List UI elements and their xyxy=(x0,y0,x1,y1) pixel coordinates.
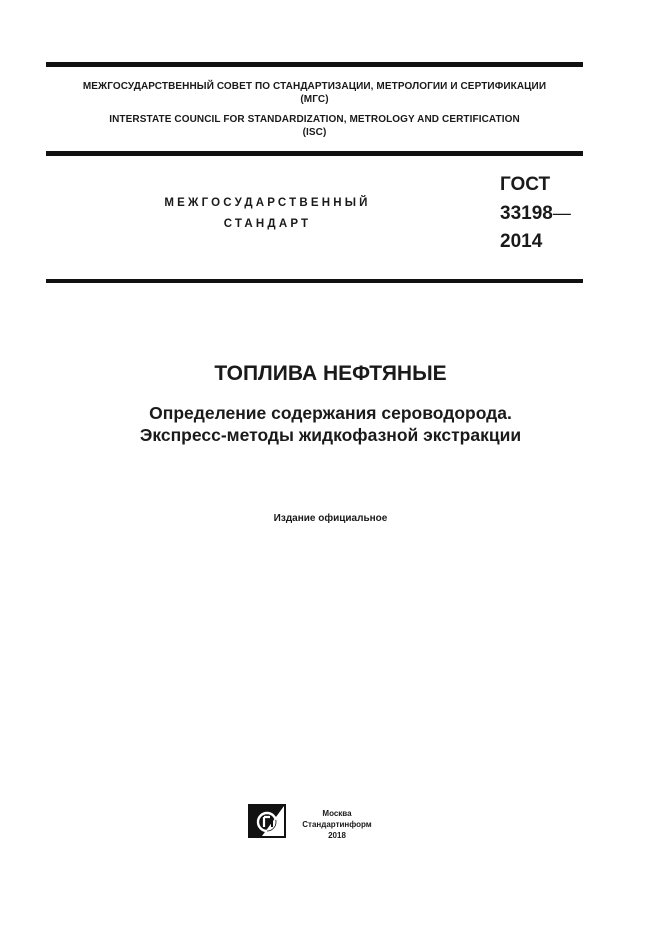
document-subtitle xyxy=(0,402,661,446)
middle-rule xyxy=(46,151,583,156)
gost-prefix: ГОСТ xyxy=(500,174,551,195)
gost-designation xyxy=(500,171,571,256)
top-rule xyxy=(46,62,583,67)
council-ru xyxy=(46,80,583,106)
gost-dash: — xyxy=(552,203,571,223)
document-subtitle-line2: Экспресс-методы жидкофазной экстракции xyxy=(139,425,522,445)
council-en-abbr: (ISC) xyxy=(302,127,327,138)
standartinform-logo-icon xyxy=(248,804,286,838)
document-title: ТОПЛИВА НЕФТЯНЫЕ xyxy=(214,362,447,385)
publisher-name: Стандартинформ xyxy=(302,820,372,829)
publisher-year: 2018 xyxy=(328,831,346,840)
edition-label: Издание официальное xyxy=(273,513,388,524)
council-en-line: INTERSTATE COUNCIL FOR STANDARDIZATION, METROLOGY AND CERTIFICATION xyxy=(109,114,520,125)
council-ru-abbr: (МГС) xyxy=(300,94,329,105)
council-ru-line: МЕЖГОСУДАРСТВЕННЫЙ СОВЕТ ПО СТАНДАРТИЗАЦИИ, МЕТРОЛОГИИ И СЕРТИФИКАЦИИ xyxy=(82,81,547,92)
standard-type-line1: МЕЖГОСУДАРСТВЕННЫЙ xyxy=(164,197,371,209)
gost-number: 33198 xyxy=(500,203,553,224)
standard-type-line2: СТАНДАРТ xyxy=(223,218,312,230)
bottom-rule xyxy=(46,279,583,283)
publisher-city: Москва xyxy=(322,809,352,818)
council-en xyxy=(46,113,583,139)
gost-number-row xyxy=(500,199,571,228)
standard-type-label xyxy=(130,193,405,235)
publisher-block xyxy=(292,808,382,841)
document-subtitle-line1: Определение содержания сероводорода. xyxy=(149,403,512,423)
gost-year: 2014 xyxy=(500,231,543,252)
